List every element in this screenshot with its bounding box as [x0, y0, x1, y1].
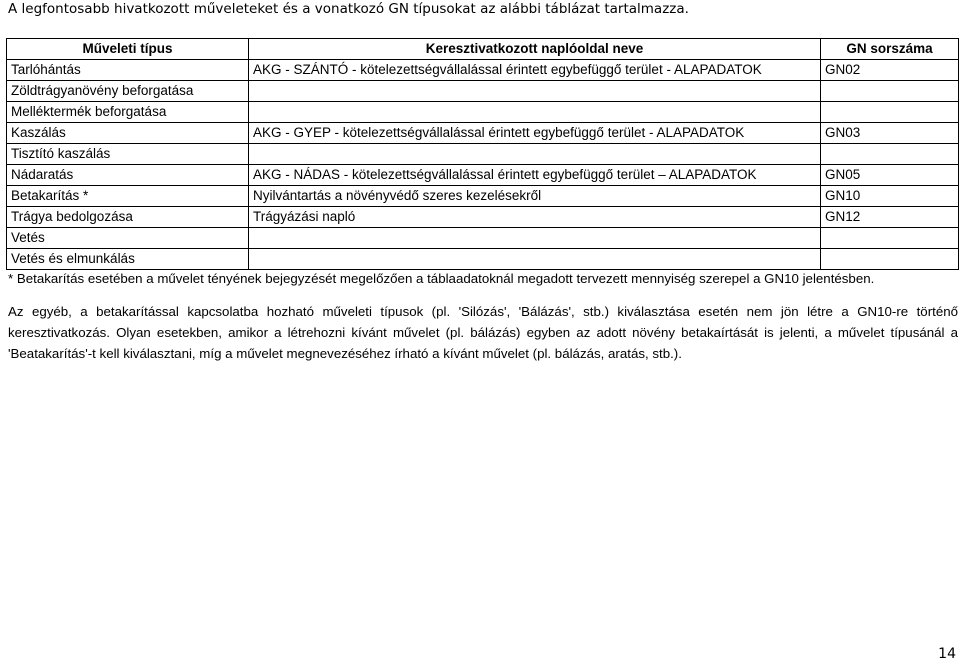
- cell-operation: Vetés: [7, 228, 249, 249]
- cell-operation: Zöldtrágyanövény beforgatása: [7, 81, 249, 102]
- cell-log-page: AKG - SZÁNTÓ - kötelezettségvállalással érintett egybefüggő terület - ALAPADATOK: [249, 60, 821, 81]
- table-row: [7, 228, 959, 249]
- cell-log-page: [249, 81, 821, 102]
- cell-gn: GN12: [821, 207, 959, 228]
- cell-gn: [821, 102, 959, 123]
- page-number: 14: [938, 646, 956, 662]
- table-row: [7, 60, 959, 81]
- table-header-row: [7, 39, 959, 60]
- cell-operation: Tarlóhántás: [7, 60, 249, 81]
- header-operation-type: Műveleti típus: [7, 39, 249, 60]
- header-gn-number: GN sorszáma: [821, 39, 959, 60]
- table-row: [7, 207, 959, 228]
- table-row: [7, 81, 959, 102]
- cell-operation: Melléktermék beforgatása: [7, 102, 249, 123]
- cell-log-page: [249, 144, 821, 165]
- cell-log-page: AKG - NÁDAS - kötelezettségvállalással érintett egybefüggő terület – ALAPADATOK: [249, 165, 821, 186]
- table-row: [7, 186, 959, 207]
- cell-operation: Kaszálás: [7, 123, 249, 144]
- cell-log-page: Trágyázási napló: [249, 207, 821, 228]
- cell-operation: Tisztító kaszálás: [7, 144, 249, 165]
- cell-log-page: [249, 102, 821, 123]
- cell-operation: Vetés és elmunkálás: [7, 249, 249, 270]
- cell-log-page: [249, 228, 821, 249]
- notes-paragraph: Az egyéb, a betakarítással kapcsolatba hozható műveleti típusok (pl. 'Silózás', 'Bálázás', stb.) kiválasztása esetén nem jön létre a GN10-re történő keresztivatkozás. Olyan esetekben, amikor a létrehozni kívánt művelet (pl. bálázás) egyben az adott növény betakaírtását is jelenti, a művelet típusánál a 'Beatakarítás'-t kell kiválasztani, míg a művelet megnevezéséhez írható a kívánt művelet (pl. bálázás, aratás, stb.).: [8, 304, 958, 361]
- cell-gn: [821, 81, 959, 102]
- cell-operation: Betakarítás *: [7, 186, 249, 207]
- cell-gn: GN03: [821, 123, 959, 144]
- cell-gn: GN10: [821, 186, 959, 207]
- notes-section: [8, 268, 958, 364]
- betakaritas-footnote: * Betakarítás esetében a művelet tényének bejegyzését megelőzően a táblaadatoknál megadott tervezett mennyiség szerepel a GN10 jelentésben.: [8, 271, 875, 286]
- intro-text: A legfontosabb hivatkozott műveleteket és a vonatkozó GN típusokat az alábbi táblázat tartalmazza.: [8, 1, 689, 17]
- table-row: [7, 102, 959, 123]
- table-row: [7, 144, 959, 165]
- cell-gn: [821, 228, 959, 249]
- cell-gn: [821, 249, 959, 270]
- cell-gn: [821, 144, 959, 165]
- cell-log-page: AKG - GYEP - kötelezettségvállalással érintett egybefüggő terület - ALAPADATOK: [249, 123, 821, 144]
- cell-operation: Nádaratás: [7, 165, 249, 186]
- cell-log-page: Nyilvántartás a növényvédő szeres kezelésekről: [249, 186, 821, 207]
- header-log-page: Keresztivatkozott naplóoldal neve: [249, 39, 821, 60]
- operations-table: [6, 38, 959, 270]
- cell-operation: Trágya bedolgozása: [7, 207, 249, 228]
- cell-gn: GN05: [821, 165, 959, 186]
- cell-log-page: [249, 249, 821, 270]
- table-row: [7, 249, 959, 270]
- cell-gn: GN02: [821, 60, 959, 81]
- table-row: [7, 165, 959, 186]
- table-row: [7, 123, 959, 144]
